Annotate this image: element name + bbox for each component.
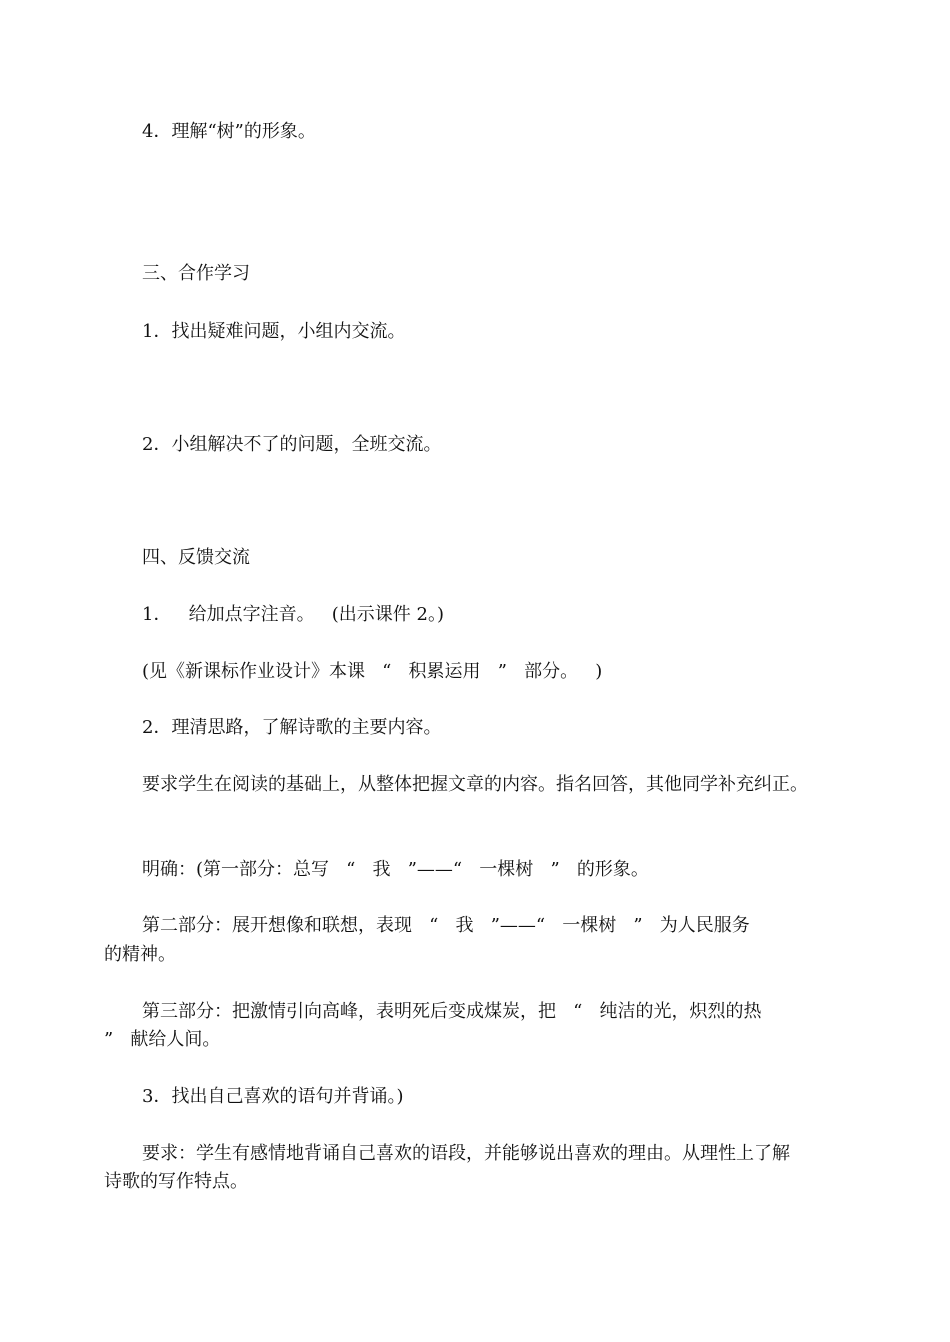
item-class-discussion: 2．小组解决不了的问题，全班交流。	[142, 434, 442, 455]
item-recite-favorite: 3．找出自己喜欢的语句并背诵。)	[142, 1086, 404, 1107]
paragraph-requirement-recite-line1: 要求：学生有感情地背诵自己喜欢的语段，并能够说出喜欢的理由。从理性上了解	[142, 1143, 790, 1164]
paragraph-clarify-part-one: 明确：(第一部分：总写 “ 我 ”——“ 一棵树 ” 的形象。	[142, 859, 649, 880]
paragraph-part-two-line2: 的精神。	[104, 944, 176, 965]
note-see-workbook: (见《新课标作业设计》本课 “ 积累运用 ” 部分。 )	[142, 661, 603, 682]
item-phonetic-notation: 1． 给加点字注音。 (出示课件 2。)	[142, 604, 444, 625]
section-heading-feedback: 四、反馈交流	[142, 547, 250, 568]
paragraph-part-three-line2: ” 献给人间。	[104, 1029, 221, 1050]
section-heading-cooperative-learning: 三、合作学习	[142, 263, 250, 284]
item-clarify-structure: 2．理清思路，了解诗歌的主要内容。	[142, 717, 442, 738]
item-find-difficult-questions: 1．找出疑难问题，小组内交流。	[142, 321, 406, 342]
paragraph-requirement-recite-line2: 诗歌的写作特点。	[104, 1171, 248, 1192]
paragraph-part-three-line1: 第三部分：把激情引向高峰，表明死后变成煤炭，把 “ 纯洁的光，炽烈的热	[142, 1001, 762, 1022]
paragraph-requirement-reading: 要求学生在阅读的基础上，从整体把握文章的内容。指名回答，其他同学补充纠正。	[142, 774, 808, 795]
item-understand-tree-image: 4．理解“树”的形象。	[142, 121, 316, 142]
paragraph-part-two-line1: 第二部分：展开想像和联想，表现 “ 我 ”——“ 一棵树 ” 为人民服务	[142, 915, 750, 936]
